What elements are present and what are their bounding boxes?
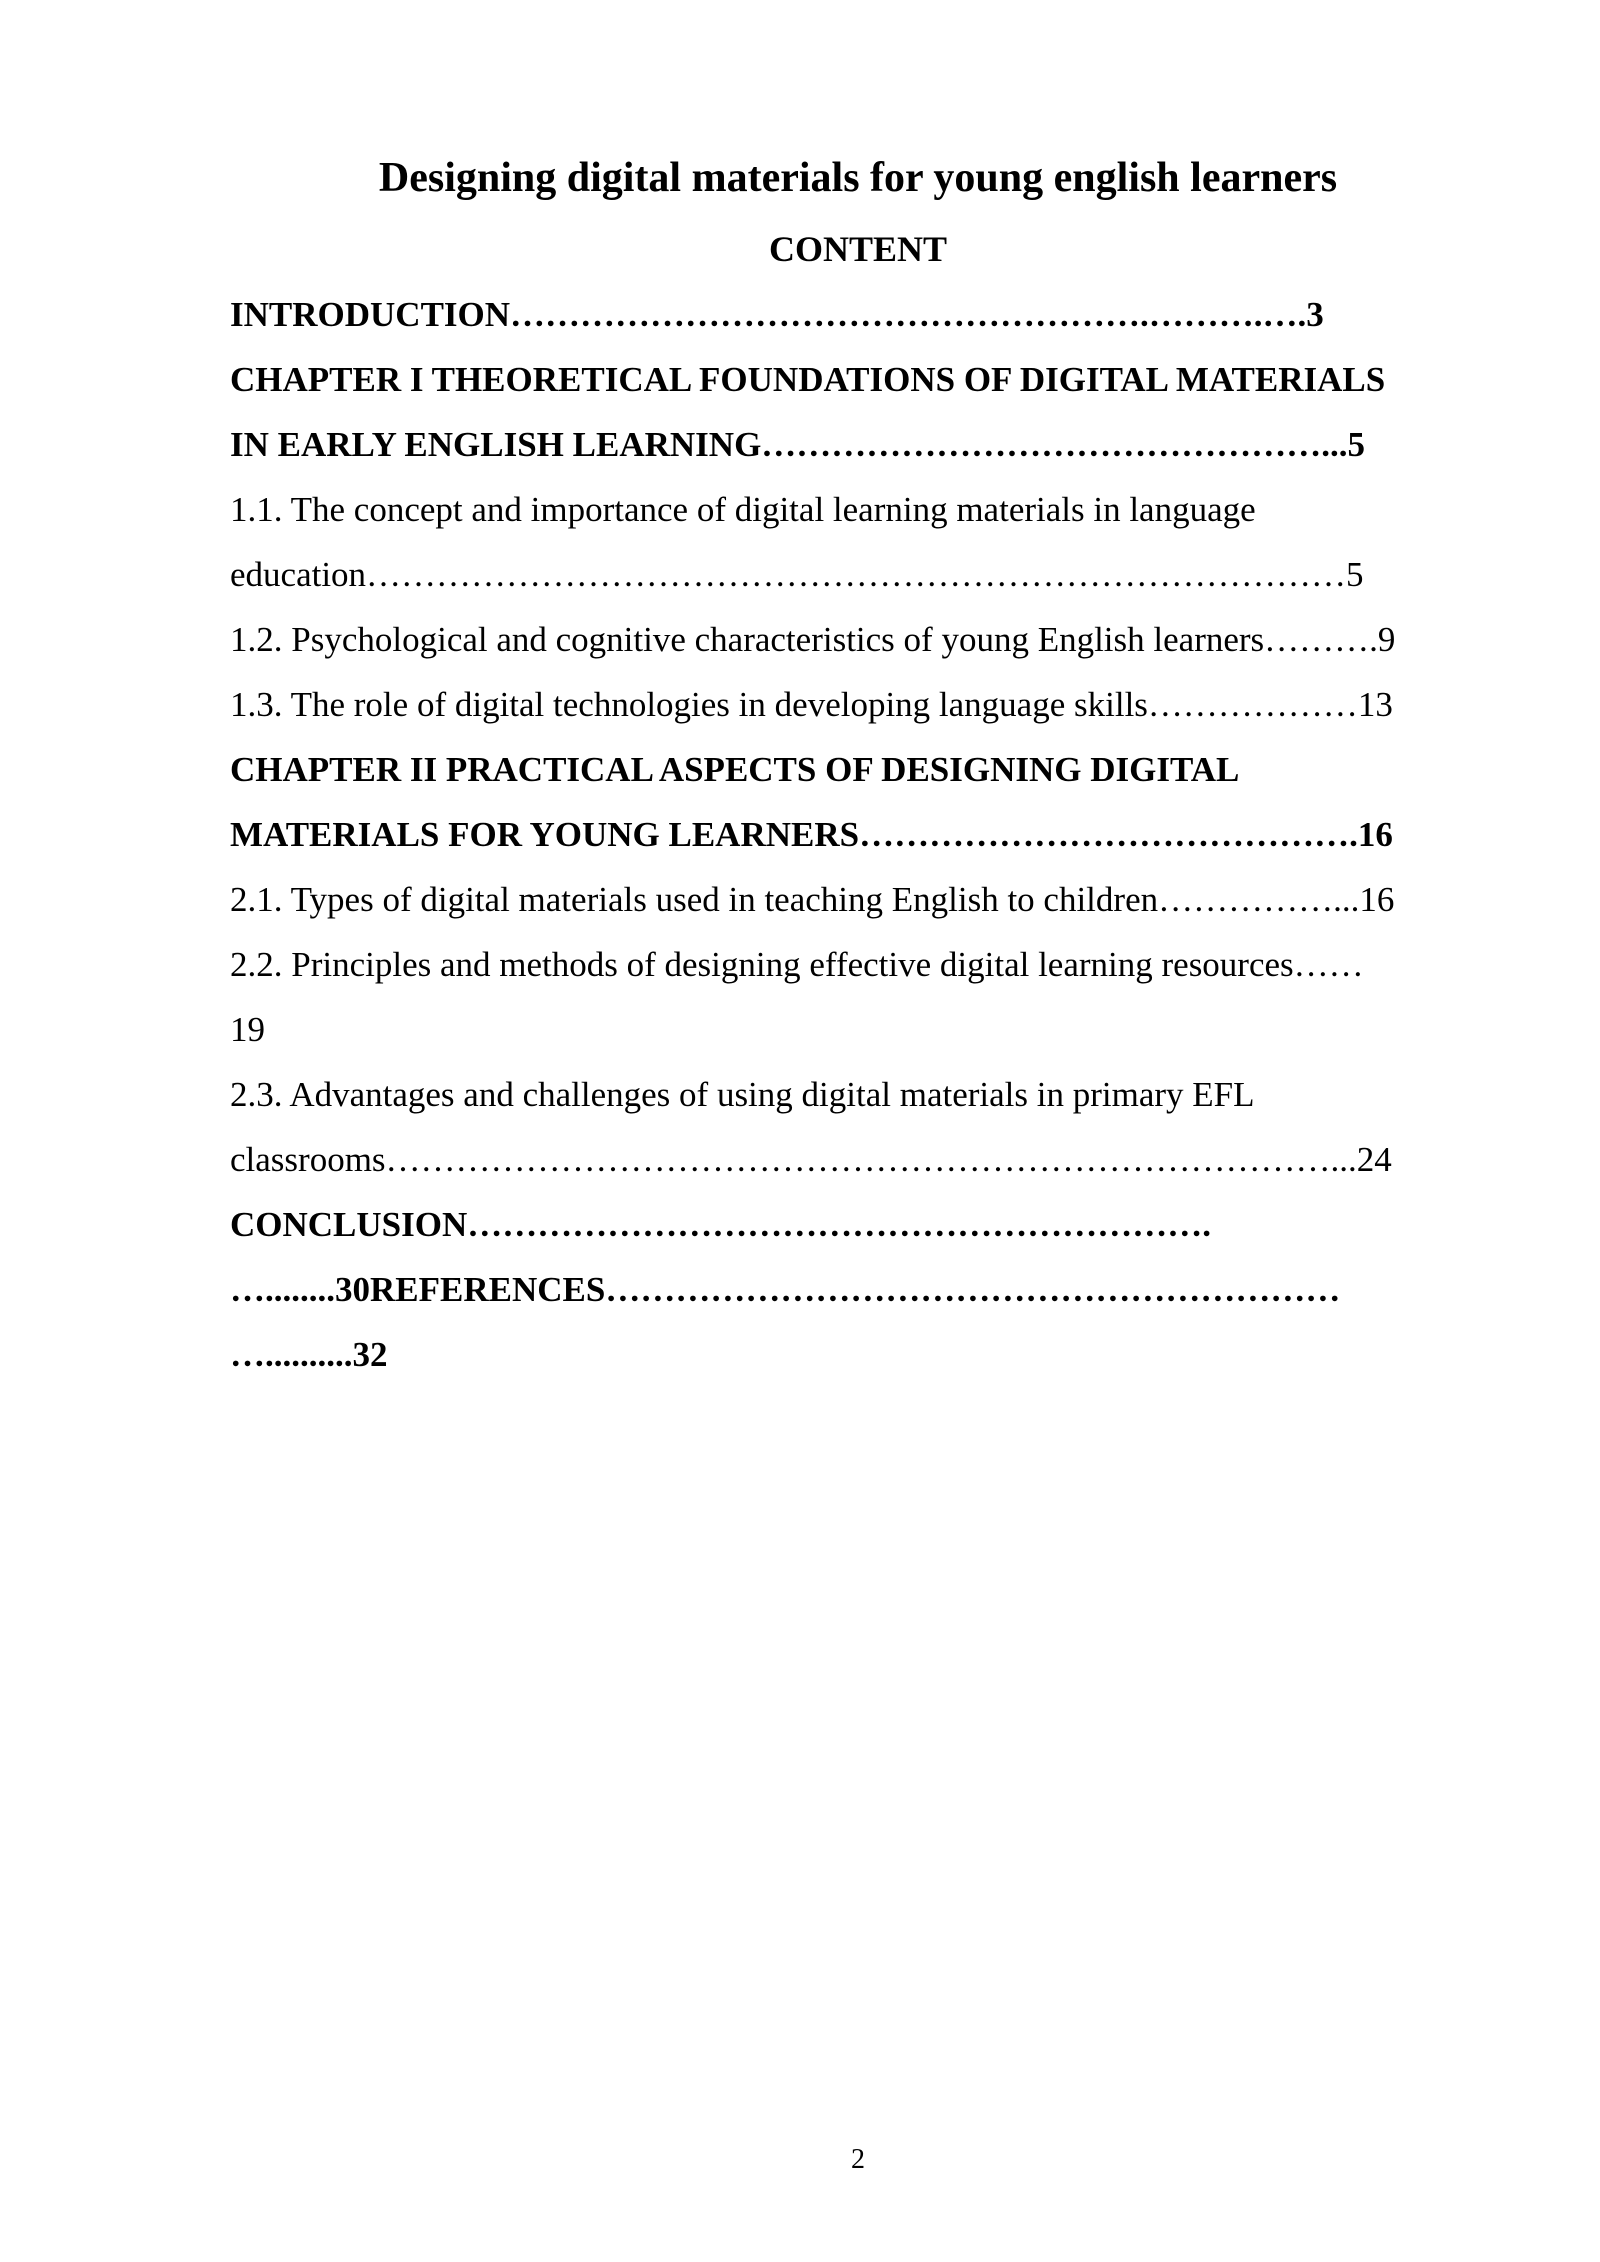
toc-entry-1-3: 1.3. The role of digital technologies in developing language skills………………13 xyxy=(230,685,1393,724)
document-title: Designing digital materials for young english learners xyxy=(378,155,1338,201)
toc-entry-chapter-2-title-cont: MATERIALS FOR YOUNG LEARNERS…………………………………….16 xyxy=(230,815,1393,854)
toc-entry-2-2: 2.2. Principles and methods of designing effective digital learning resources…… xyxy=(230,945,1364,984)
toc-entry-2-1: 2.1. Types of digital materials used in teaching English to children……………...16 xyxy=(230,880,1395,919)
toc-entry-chapter-2-title: CHAPTER II PRACTICAL ASPECTS OF DESIGNING DIGITAL xyxy=(230,750,1240,789)
content-heading: CONTENT xyxy=(768,229,948,269)
toc-entry-chapter-1-title-cont: IN EARLY ENGLISH LEARNING…………………………………………...5 xyxy=(230,425,1366,464)
toc-entry-1-2: 1.2. Psychological and cognitive characteristics of young English learners……….9 xyxy=(230,620,1396,659)
toc-entry-2-3: 2.3. Advantages and challenges of using digital materials in primary EFL xyxy=(230,1075,1255,1114)
toc-entry-1-1: 1.1. The concept and importance of digital learning materials in language xyxy=(230,490,1256,529)
toc-entry-2-3-cont: classrooms………………………………………………………………………...24 xyxy=(230,1140,1392,1179)
toc-entry-references-cont: …..........32 xyxy=(230,1335,388,1374)
toc-entry-chapter-1-title: CHAPTER I THEORETICAL FOUNDATIONS OF DIGITAL MATERIALS xyxy=(230,360,1386,399)
toc-entry-conclusion: CONCLUSION………………………………………………………. xyxy=(230,1205,1212,1244)
page-number: 2 xyxy=(851,2144,865,2175)
toc-entry-introduction: INTRODUCTION……………………………………………….……….….3 xyxy=(230,295,1324,334)
toc-entry-1-1-cont: education…………………………………………………………………………5 xyxy=(230,555,1364,594)
table-of-contents xyxy=(230,291,1510,1396)
toc-entry-references: …........30REFERENCES……………………………………………………… xyxy=(230,1270,1341,1309)
toc-entry-2-2-cont: 19 xyxy=(230,1010,265,1049)
